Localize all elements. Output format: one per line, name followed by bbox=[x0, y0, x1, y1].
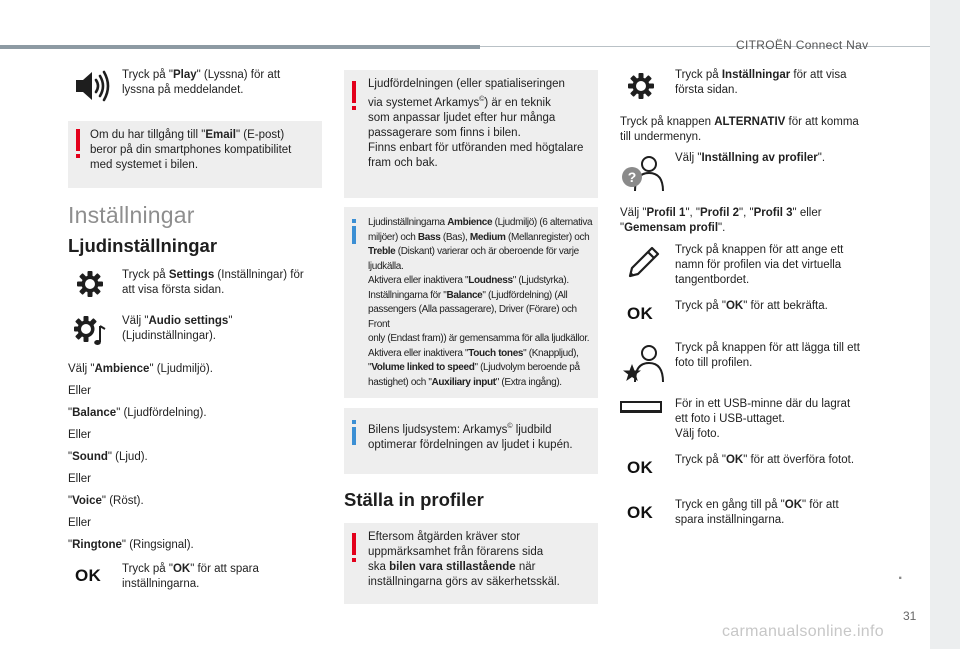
arkamys-warning-box bbox=[344, 70, 598, 198]
usb-instruction: För in ett USB-minne där du lagrat ett foto i USB-uttaget. Välj foto. bbox=[675, 398, 851, 440]
exclamation-warning-icon bbox=[76, 129, 80, 151]
footer-watermark: carmanualsonline.info bbox=[722, 623, 884, 640]
arkamys-info-text: Bilens ljudsystem: Arkamys© ljudbild optimerar fördelningen av ljudet i kupén. bbox=[368, 423, 573, 451]
profile-warning-box bbox=[344, 523, 598, 604]
info-i-icon bbox=[352, 219, 356, 244]
ok-transfer-instruction: Tryck på "OK" för att överföra fotot. bbox=[675, 454, 855, 466]
profile-setting-instruction: Välj "Inställning av profiler". bbox=[675, 152, 826, 164]
exclamation-warning-dot bbox=[76, 154, 80, 158]
gear-icon bbox=[76, 270, 104, 298]
or-text-2: Eller bbox=[68, 429, 92, 441]
choose-profile-instruction: Välj "Profil 1", "Profil 2", "Profil 3" eller "Gemensam profil". bbox=[620, 207, 822, 234]
exclamation-warning-dot bbox=[352, 558, 356, 562]
audio-settings-instruction: Välj "Audio settings" (Ljudinställningar). bbox=[122, 315, 233, 342]
usb-stick-icon bbox=[620, 400, 662, 414]
voice-option: "Voice" (Röst). bbox=[68, 495, 144, 507]
exclamation-warning-dot bbox=[352, 106, 356, 110]
ok-icon: OK bbox=[627, 503, 654, 522]
ok-icon: OK bbox=[627, 304, 654, 323]
ok-icon: OK bbox=[75, 566, 102, 585]
pencil-icon bbox=[624, 244, 662, 282]
ringtone-option: "Ringtone" (Ringsignal). bbox=[68, 539, 194, 551]
ambience-info-text: Ljudinställningarna Ambience (Ljudmiljö) (6 alternativa miljöer) och Bass (Bas), Medium (Mellanregister) och Treble (Diskant) varierar och är oberoende för varje ljudkälla. Aktivera eller inaktivera "Loudness" (Ljudstyrka). Inställningarna för "Balance" (Ljudfördelning) (All passengers (Alla passagerare), Driver (Förare) och Front only (Endast fram)) är gemensamma för alla ljudkällor. Aktivera eller inaktivera "Touch tones" (Knappljud), "Volume linked to speed" (Ljudvolym beroende på hastighet) och "Auxiliary input" (Extra ingång). bbox=[368, 217, 593, 388]
header-rule bbox=[0, 45, 480, 49]
balance-option: "Balance" (Ljudfördelning). bbox=[68, 407, 207, 419]
settings-instruction-2: Tryck på Inställningar för att visa första sidan. bbox=[675, 69, 847, 96]
info-i-icon bbox=[352, 420, 356, 445]
svg-text:?: ? bbox=[627, 169, 637, 185]
ok-save-instruction-2: Tryck en gång till på "OK" för att spara inställningarna. bbox=[675, 499, 839, 526]
add-photo-instruction: Tryck på knappen för att lägga till ett foto till profilen. bbox=[675, 342, 860, 369]
sound-option: "Sound" (Ljud). bbox=[68, 451, 148, 463]
section-title: Inställningar bbox=[68, 202, 195, 228]
ok-icon: OK bbox=[627, 458, 654, 477]
subsection-title: Ljudinställningar bbox=[68, 235, 218, 256]
exclamation-warning-icon bbox=[352, 533, 356, 555]
ok-save-instruction: Tryck på "OK" för att spara inställningarna. bbox=[122, 563, 259, 590]
play-instruction: Tryck på "Play" (Lyssna) för att lyssna på meddelandet. bbox=[122, 69, 281, 96]
arkamys-info-box bbox=[344, 408, 598, 474]
arkamys-warning-text: Ljudfördelningen (eller spatialiseringen via systemet Arkamys©) är en teknik som anpassar ljudet efter hur många passagerare som finns i bilen. Finns enbart för utföranden med högtalare fram och bak. bbox=[368, 78, 584, 169]
or-text-1: Eller bbox=[68, 385, 92, 397]
email-warning-text: Om du har tillgång till "Email" (E-post) beror på din smartphones kompatibilitet med systemet i bilen. bbox=[90, 129, 292, 171]
alternativ-instruction: Tryck på knappen ALTERNATIV för att komma till undermenyn. bbox=[620, 116, 859, 143]
ambience-option: Välj "Ambience" (Ljudmiljö). bbox=[68, 363, 213, 375]
header-title: CITROËN Connect Nav bbox=[736, 38, 869, 52]
or-text-4: Eller bbox=[68, 517, 92, 529]
page-number: 31 bbox=[903, 609, 917, 623]
ok-confirm-instruction: Tryck på "OK" för att bekräfta. bbox=[675, 300, 828, 312]
user-profile-star-icon bbox=[620, 342, 664, 384]
user-profile-question-icon bbox=[620, 153, 664, 193]
gear-music-note-icon bbox=[72, 314, 108, 348]
exclamation-warning-icon bbox=[352, 81, 356, 103]
speaker-icon bbox=[73, 68, 111, 104]
end-marker: . bbox=[898, 566, 903, 583]
name-profile-instruction: Tryck på knappen för att ange ett namn för profilen via det virtuella tangentbordet. bbox=[675, 244, 844, 286]
profiles-title: Ställa in profiler bbox=[344, 489, 484, 510]
ambience-info-box bbox=[344, 207, 598, 398]
gear-icon bbox=[627, 72, 655, 100]
or-text-3: Eller bbox=[68, 473, 92, 485]
settings-instruction: Tryck på Settings (Inställningar) för att visa första sidan. bbox=[122, 269, 304, 296]
email-warning-box bbox=[68, 121, 322, 188]
profile-warning-text: Eftersom åtgärden kräver stor uppmärksamhet från förarens sida ska bilen vara stillastående när inställningarna görs av säkerhetsskäl. bbox=[368, 531, 560, 588]
page-side-band bbox=[930, 0, 960, 649]
